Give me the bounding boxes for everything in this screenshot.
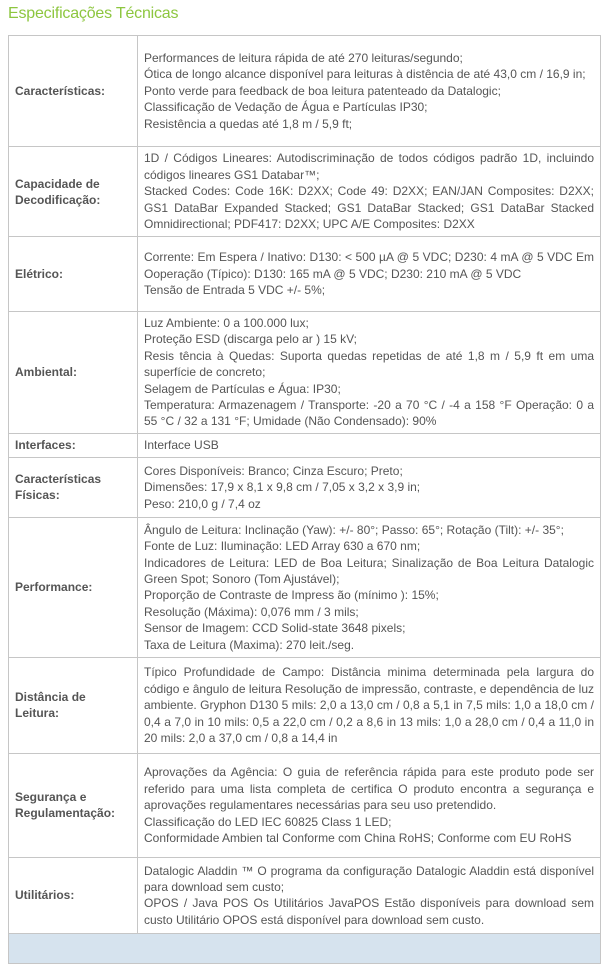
spec-row — [9, 857, 601, 933]
spec-label: Distância de Leitura: — [9, 657, 138, 753]
table-footer-row — [9, 933, 601, 963]
spec-label: Segurança e Regulamentação: — [9, 753, 138, 857]
spec-value — [138, 753, 601, 857]
specifications-table — [8, 35, 601, 964]
spec-row — [9, 147, 601, 237]
spec-value-line: Classificação de Vedação de Água e Partículas IP30; — [144, 100, 428, 115]
spec-value — [138, 312, 601, 434]
spec-value-line: 1D / Códigos Lineares: Autodiscriminação de todos códigos padrão 1D, incluindo códigos lineares GS1 Databar™; — [144, 151, 594, 182]
spec-value-line: Performances de leitura rápida de até 270 leituras/segundo; — [144, 50, 463, 65]
spec-value-line: Ângulo de Leitura: Inclinação (Yaw): +/- 80°; Passo: 65°; Rotação (Tilt): +/- 35°; — [144, 522, 564, 537]
spec-value-line: Indicadores de Leitura: LED de Boa Leitura; Sinalização de Boa Leitura Datalogic Green Spot; Sonoro (Tom Ajustável); — [144, 555, 594, 586]
spec-value — [138, 657, 601, 753]
spec-label: Performance: — [9, 517, 138, 657]
spec-value — [138, 237, 601, 312]
spec-value-line: Peso: 210,0 g / 7,4 oz — [144, 496, 261, 511]
spec-label: Elétrico: — [9, 237, 138, 312]
spec-value-line: Resolução (Máxima): 0,076 mm / 3 mils; — [144, 604, 359, 619]
spec-row — [9, 312, 601, 434]
spec-value-line: Stacked Codes: Code 16K: D2XX; Code 49: D2XX; EAN/JAN Composites: D2XX; GS1 DataBar Expanded Stacked; GS1 DataBar Stacked; GS1 DataBar Stacked Omnidirectional; PDF417: D2XX; UPC A/E Composites: D2XX — [144, 184, 594, 232]
spec-row — [9, 517, 601, 657]
spec-value-line: Ponto verde para feedback de boa leitura patenteado da Datalogic; — [144, 83, 501, 98]
spec-value-line: Luz Ambiente: 0 a 100.000 lux; — [144, 316, 309, 330]
spec-value-line: Selagem de Partículas e Água: IP30; — [144, 381, 341, 396]
spec-value-line: Proporção de Contraste de Impress ão (mínimo ): 15%; — [144, 588, 439, 603]
spec-value-line: OPOS / Java POS Os Utilitários JavaPOS Estão disponíveis para download sem custo Utilitário OPOS está disponível para download sem custo. — [144, 896, 594, 927]
spec-label: Características: — [9, 36, 138, 147]
spec-row — [9, 237, 601, 312]
spec-value-line: Interface USB — [144, 438, 219, 453]
spec-row — [9, 753, 601, 857]
spec-value-line: Dimensões: 17,9 x 8,1 x 9,8 cm / 7,05 x 3,2 x 3,9 in; — [144, 480, 421, 495]
specifications-table-body — [9, 36, 601, 964]
spec-label: Interfaces: — [9, 433, 138, 457]
spec-value-line: Proteção ESD (discarga pelo ar ) 15 kV; — [144, 332, 357, 347]
spec-row — [9, 657, 601, 753]
spec-value — [138, 147, 601, 237]
spec-value-line: Classificação do LED IEC 60825 Class 1 LED; — [144, 814, 392, 829]
spec-value-line: Taxa de Leitura (Maxima): 270 leit./seg. — [144, 637, 355, 652]
spec-value-line: Datalogic Aladdin ™ O programa da configuração Datalogic Aladdin está disponível para download sem custo; — [144, 863, 594, 894]
spec-row — [9, 36, 601, 147]
spec-value-line: Conformidade Ambien tal Conforme com China RoHS; Conforme com EU RoHS — [144, 830, 572, 845]
spec-value — [138, 36, 601, 147]
spec-row — [9, 457, 601, 517]
spec-value-line: Temperatura: Armazenagem / Transporte: -20 a 70 °C / -4 a 158 °F Operação: 0 a 55 °C / 32 a 131 °F; Umidade (Não Condensado): 90% — [144, 398, 594, 429]
spec-value-line: Aprovações da Agência: O guia de referência rápida para este produto pode ser referido para uma lista completa de certifica O produto encontra a segurança e aprovações regulamentares necessárias para seu uso pretendido. — [144, 765, 594, 813]
spec-label: Capacidade de Decodificação: — [9, 147, 138, 237]
spec-value-line: Ótica de longo alcance disponível para leituras à distência de até 43,0 cm / 16,9 in; — [144, 67, 586, 82]
spec-value-line: Corrente: Em Espera / Inativo: D130: < 500 µA @ 5 VDC; D230: 4 mA @ 5 VDC Em Ooperação (Típico): D130: 165 mA @ 5 VDC; D230: 210 mA @ 5 VDC — [144, 250, 594, 281]
page-title: Especificações Técnicas — [8, 5, 179, 22]
spec-value-line: Tensão de Entrada 5 VDC +/- 5%; — [144, 283, 326, 298]
spec-value — [138, 857, 601, 933]
spec-value — [138, 517, 601, 657]
spec-value — [138, 457, 601, 517]
spec-value-line: Cores Disponíveis: Branco; Cinza Escuro; Preto; — [144, 463, 403, 478]
spec-value-line: Típico Profundidade de Campo: Distância minima determinada pela largura do código e ângulo de leitura Resolução de impressão, contraste, e dependência de luz ambiente. Gryphon D130 5 mils: 2,0 a 13,0 cm / 0,8 a 5,1 in 7,5 mils: 1,0 a 18,0 cm / 0,4 a 7,0 in 10 mils: 0,5 a 22,0 cm / 0,2 a 8,6 in 13 mils: 1,0 a 28,0 cm / 0,4 a 11,0 in 20 mils: 2,0 a 37,0 cm / 0,8 a 14,4 in — [144, 665, 594, 745]
spec-value-line: Resistência a quedas até 1,8 m / 5,9 ft; — [144, 116, 353, 131]
spec-label: Ambiental: — [9, 312, 138, 434]
spec-label: Características Físicas: — [9, 457, 138, 517]
spec-value-line: Resis tência à Quedas: Suporta quedas repetidas de até 1,8 m / 5,9 ft em uma superfície de concreto; — [144, 348, 594, 380]
spec-label: Utilitários: — [9, 857, 138, 933]
spec-value — [138, 433, 601, 457]
spec-row — [9, 433, 601, 457]
spec-value-line: Sensor de Imagem: CCD Solid-state 3648 pixels; — [144, 621, 406, 636]
spec-value-line: Fonte de Luz: Iluminação: LED Array 630 a 670 nm; — [144, 539, 421, 554]
table-footer-cell — [9, 933, 601, 963]
